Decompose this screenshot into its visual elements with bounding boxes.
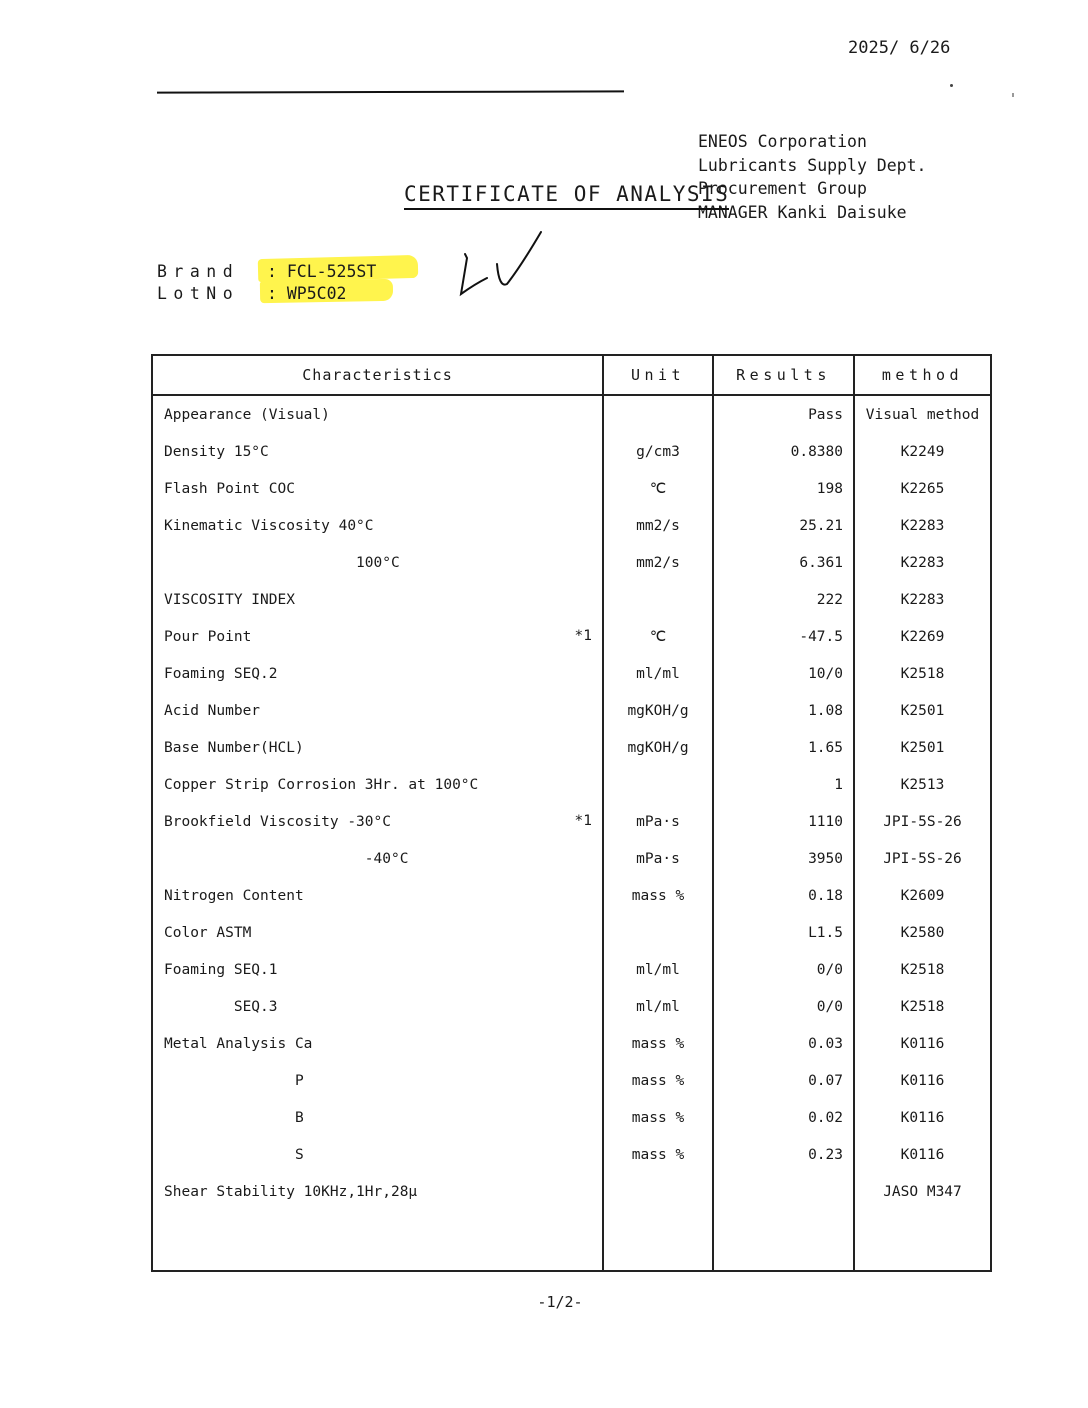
method-text: K2501	[900, 702, 945, 719]
method-cell	[854, 395, 991, 433]
result-cell	[713, 655, 854, 692]
characteristic-text: Acid Number	[164, 702, 261, 719]
table-row	[152, 655, 991, 692]
characteristic-text: Base Number(HCL)	[164, 739, 304, 756]
method-cell	[854, 692, 991, 729]
method-cell	[854, 1062, 991, 1099]
result-cell	[713, 618, 854, 655]
characteristic-cell	[152, 581, 603, 618]
brand-label: Brand	[157, 262, 240, 281]
unit-text: mass %	[631, 1109, 685, 1126]
characteristic-text: Appearance (Visual)	[164, 406, 330, 423]
document-date: 2025/ 6/26	[848, 38, 951, 58]
scan-speck	[950, 84, 953, 87]
table-row	[152, 1136, 991, 1173]
method-text: K2283	[900, 591, 945, 608]
blank-cell	[603, 1210, 713, 1271]
characteristic-cell	[152, 914, 603, 951]
characteristic-text: B	[164, 1109, 304, 1126]
unit-cell	[603, 1173, 713, 1210]
method-text: K0116	[900, 1109, 945, 1126]
table-row	[152, 803, 991, 840]
unit-cell	[603, 395, 713, 433]
unit-cell	[603, 1062, 713, 1099]
analysis-table	[151, 354, 992, 1272]
method-text: K2580	[900, 924, 945, 941]
result-cell	[713, 692, 854, 729]
method-text: K2269	[900, 628, 945, 645]
method-cell	[854, 877, 991, 914]
result-cell	[713, 544, 854, 581]
characteristic-text: S	[164, 1146, 304, 1163]
handwritten-initials-signature	[455, 226, 555, 301]
header-rule-line	[157, 90, 624, 93]
characteristic-cell	[152, 1099, 603, 1136]
result-cell	[713, 1025, 854, 1062]
result-text: 10/0	[808, 665, 843, 682]
scan-speck	[1012, 93, 1014, 97]
characteristic-cell	[152, 395, 603, 433]
method-text: JPI-5S-26	[883, 850, 962, 867]
result-text: 1	[834, 776, 843, 793]
table-row	[152, 470, 991, 507]
footnote-marker: *1	[574, 812, 592, 829]
result-text: 0.02	[808, 1109, 843, 1126]
unit-cell	[603, 803, 713, 840]
characteristic-text: Nitrogen Content	[164, 887, 304, 904]
result-text: 0.03	[808, 1035, 843, 1052]
brand-value: : FCL-525ST	[267, 262, 377, 281]
product-info	[157, 261, 376, 305]
result-cell	[713, 470, 854, 507]
characteristic-cell	[152, 877, 603, 914]
method-text: K2283	[900, 554, 945, 571]
result-text: 222	[816, 591, 843, 608]
characteristic-text: Foaming SEQ.2	[164, 665, 278, 682]
unit-cell	[603, 544, 713, 581]
unit-text: mPa·s	[636, 850, 680, 867]
result-text: 3950	[808, 850, 843, 867]
method-cell	[854, 470, 991, 507]
blank-cell	[854, 1210, 991, 1271]
characteristic-text: P	[164, 1072, 304, 1089]
method-text: JPI-5S-26	[883, 813, 962, 830]
document-title: CERTIFICATE OF ANALYSIS	[404, 182, 729, 210]
result-text: 0/0	[816, 998, 843, 1015]
table-row	[152, 1099, 991, 1136]
characteristic-text: Shear Stability 10KHz,1Hr,28μ	[164, 1183, 418, 1200]
result-cell	[713, 877, 854, 914]
unit-cell	[603, 766, 713, 803]
method-cell	[854, 1099, 991, 1136]
unit-cell	[603, 877, 713, 914]
table-header-row	[152, 355, 991, 395]
characteristic-cell	[152, 544, 603, 581]
table-row	[152, 766, 991, 803]
characteristic-cell	[152, 840, 603, 877]
characteristic-text: 100°C	[164, 554, 400, 571]
method-cell	[854, 1136, 991, 1173]
method-cell	[854, 914, 991, 951]
method-cell	[854, 544, 991, 581]
result-text: 198	[816, 480, 843, 497]
result-text: 0.23	[808, 1146, 843, 1163]
result-text: 1.08	[808, 702, 843, 719]
characteristic-text: Metal Analysis Ca	[164, 1035, 313, 1052]
result-cell	[713, 914, 854, 951]
result-cell	[713, 507, 854, 544]
method-cell	[854, 581, 991, 618]
unit-cell	[603, 655, 713, 692]
table-row	[152, 877, 991, 914]
unit-cell	[603, 507, 713, 544]
characteristic-cell	[152, 618, 603, 655]
unit-cell	[603, 951, 713, 988]
table-blank-row	[152, 1210, 991, 1271]
result-text: 0.8380	[790, 443, 843, 460]
characteristic-text: Brookfield Viscosity -30°C	[164, 813, 391, 830]
result-text: 6.361	[799, 554, 843, 571]
unit-text: mass %	[631, 1035, 685, 1052]
characteristic-text: Kinematic Viscosity 40°C	[164, 517, 374, 534]
method-text: K0116	[900, 1072, 945, 1089]
characteristic-text: Pour Point	[164, 628, 252, 645]
issuer-department: Lubricants Supply Dept.	[698, 155, 927, 175]
result-text: -47.5	[799, 628, 843, 645]
unit-text: mass %	[631, 1072, 685, 1089]
lot-row	[157, 283, 376, 305]
table-row	[152, 1062, 991, 1099]
characteristic-cell	[152, 729, 603, 766]
unit-cell	[603, 988, 713, 1025]
unit-text: mm2/s	[636, 517, 680, 534]
characteristic-cell	[152, 1173, 603, 1210]
characteristic-text: Density 15°C	[164, 443, 269, 460]
page-number: -1/2-	[537, 1293, 583, 1311]
method-text: K2501	[900, 739, 945, 756]
method-text: K2518	[900, 665, 945, 682]
table-row	[152, 914, 991, 951]
method-text: K2249	[900, 443, 945, 460]
unit-text: g/cm3	[636, 443, 680, 460]
result-text: 0.07	[808, 1072, 843, 1089]
unit-text: ml/ml	[636, 961, 680, 978]
characteristic-text: Flash Point COC	[164, 480, 295, 497]
characteristic-cell	[152, 470, 603, 507]
method-cell	[854, 803, 991, 840]
unit-cell	[603, 470, 713, 507]
issuer-block	[698, 130, 926, 224]
result-cell	[713, 1099, 854, 1136]
characteristic-cell	[152, 1025, 603, 1062]
method-cell	[854, 507, 991, 544]
unit-text: ml/ml	[636, 665, 680, 682]
result-cell	[713, 729, 854, 766]
result-cell	[713, 803, 854, 840]
result-cell	[713, 433, 854, 470]
method-cell	[854, 618, 991, 655]
header-unit: Unit	[603, 355, 713, 395]
result-cell	[713, 395, 854, 433]
unit-text: mgKOH/g	[627, 739, 689, 756]
characteristic-cell	[152, 433, 603, 470]
table-row	[152, 988, 991, 1025]
result-cell	[713, 766, 854, 803]
method-text: JASO M347	[883, 1183, 962, 1200]
result-text: Pass	[808, 406, 843, 423]
table-row	[152, 729, 991, 766]
unit-cell	[603, 1136, 713, 1173]
header-method: method	[854, 355, 991, 395]
table-row	[152, 692, 991, 729]
method-text: Visual method	[865, 406, 980, 423]
unit-text: mass %	[631, 1146, 685, 1163]
header-characteristics: Characteristics	[152, 355, 603, 395]
method-text: K2265	[900, 480, 945, 497]
method-text: K2518	[900, 998, 945, 1015]
blank-cell	[713, 1210, 854, 1271]
unit-text: mm2/s	[636, 554, 680, 571]
result-cell	[713, 840, 854, 877]
unit-text: ml/ml	[636, 998, 680, 1015]
characteristic-text: Color ASTM	[164, 924, 252, 941]
header-results: Results	[713, 355, 854, 395]
unit-text: ℃	[649, 628, 667, 645]
characteristic-text: Foaming SEQ.1	[164, 961, 278, 978]
table-row	[152, 840, 991, 877]
characteristic-text: -40°C	[164, 850, 409, 867]
result-text: 1110	[808, 813, 843, 830]
result-cell	[713, 1136, 854, 1173]
unit-text: mPa·s	[636, 813, 680, 830]
characteristic-cell	[152, 692, 603, 729]
brand-row	[157, 261, 376, 283]
method-text: K2283	[900, 517, 945, 534]
method-cell	[854, 1173, 991, 1210]
characteristic-cell	[152, 988, 603, 1025]
table-row	[152, 433, 991, 470]
result-cell	[713, 988, 854, 1025]
result-cell	[713, 1062, 854, 1099]
result-text: L1.5	[808, 924, 843, 941]
method-cell	[854, 951, 991, 988]
issuer-company: ENEOS Corporation	[698, 132, 867, 151]
unit-text: ℃	[649, 480, 667, 497]
footnote-marker: *1	[574, 627, 592, 644]
blank-cell	[152, 1210, 603, 1271]
lot-label: LotNo	[157, 284, 240, 303]
unit-text: mass %	[631, 887, 685, 904]
characteristic-cell	[152, 1062, 603, 1099]
unit-cell	[603, 692, 713, 729]
method-cell	[854, 988, 991, 1025]
lot-value: : WP5C02	[267, 284, 347, 303]
result-text: 0/0	[816, 961, 843, 978]
characteristic-cell	[152, 803, 603, 840]
unit-cell	[603, 1099, 713, 1136]
table-row	[152, 1173, 991, 1210]
unit-cell	[603, 914, 713, 951]
result-text: 0.18	[808, 887, 843, 904]
result-text: 1.65	[808, 739, 843, 756]
method-cell	[854, 840, 991, 877]
method-text: K0116	[900, 1146, 945, 1163]
method-cell	[854, 766, 991, 803]
method-text: K2518	[900, 961, 945, 978]
result-text: 25.21	[799, 517, 843, 534]
method-cell	[854, 729, 991, 766]
issuer-group: Procurement Group	[698, 179, 867, 198]
unit-text: mgKOH/g	[627, 702, 689, 719]
unit-cell	[603, 581, 713, 618]
method-cell	[854, 433, 991, 470]
unit-cell	[603, 840, 713, 877]
characteristic-text: Copper Strip Corrosion 3Hr. at 100°C	[164, 776, 479, 793]
table-row	[152, 581, 991, 618]
characteristic-text: VISCOSITY INDEX	[164, 591, 295, 608]
characteristic-cell	[152, 766, 603, 803]
method-cell	[854, 655, 991, 692]
issuer-manager: MANAGER Kanki Daisuke	[698, 202, 907, 222]
unit-cell	[603, 618, 713, 655]
characteristic-cell	[152, 507, 603, 544]
table-row	[152, 507, 991, 544]
characteristic-text: SEQ.3	[164, 998, 278, 1015]
table-row	[152, 951, 991, 988]
result-cell	[713, 1173, 854, 1210]
result-cell	[713, 951, 854, 988]
unit-cell	[603, 433, 713, 470]
characteristic-cell	[152, 951, 603, 988]
method-text: K2609	[900, 887, 945, 904]
table-row	[152, 544, 991, 581]
unit-cell	[603, 729, 713, 766]
method-text: K2513	[900, 776, 945, 793]
characteristic-cell	[152, 1136, 603, 1173]
table-row	[152, 618, 991, 655]
table-row	[152, 395, 991, 433]
method-cell	[854, 1025, 991, 1062]
unit-cell	[603, 1025, 713, 1062]
table-row	[152, 1025, 991, 1062]
characteristic-cell	[152, 655, 603, 692]
result-cell	[713, 581, 854, 618]
method-text: K0116	[900, 1035, 945, 1052]
